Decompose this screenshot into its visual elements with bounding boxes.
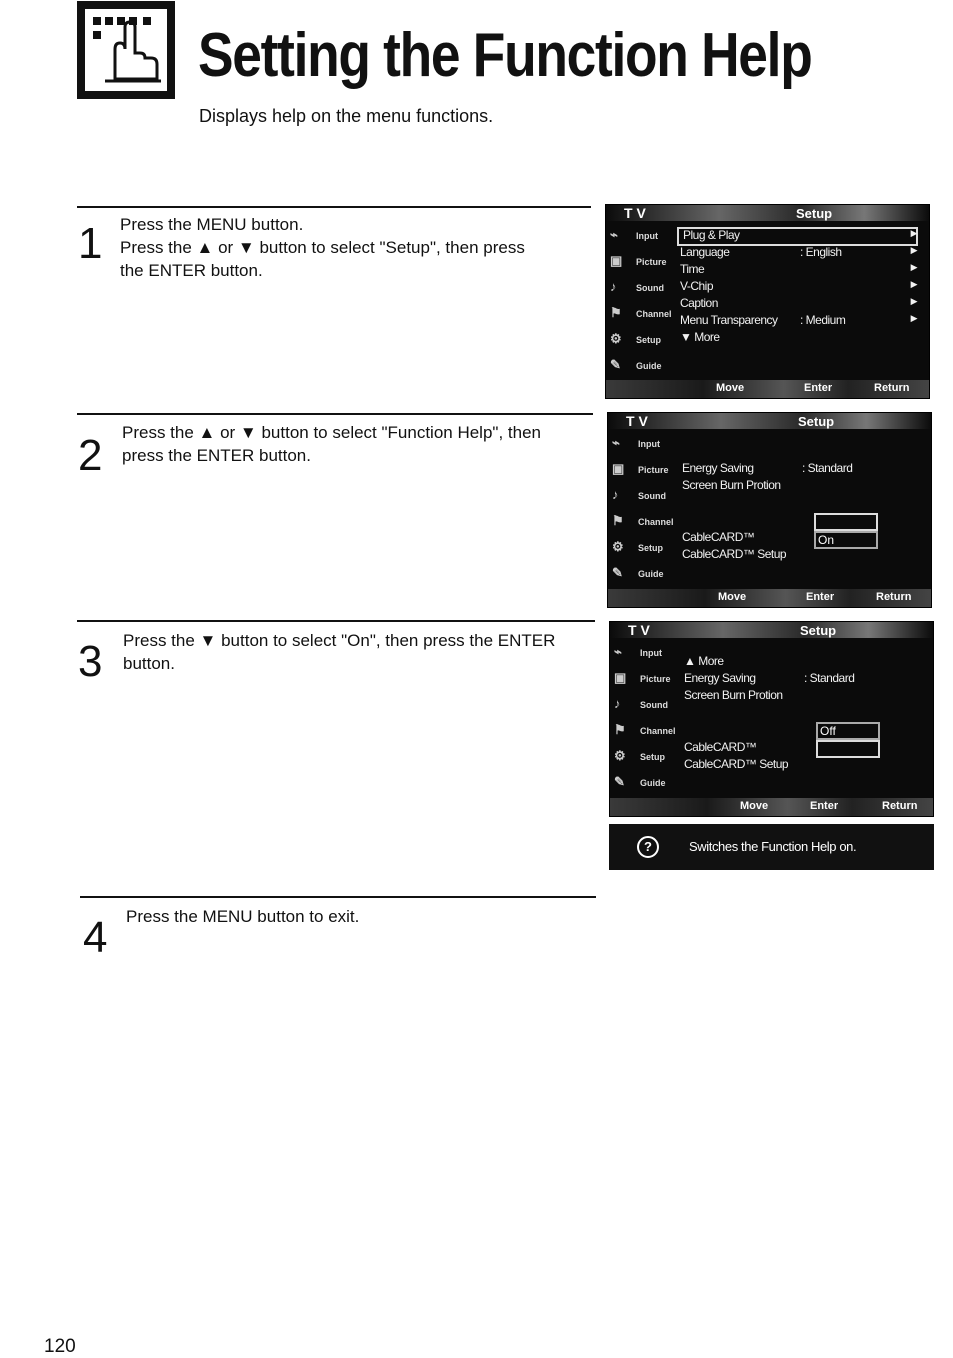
menu-item-time: Time ▶	[680, 262, 917, 276]
tv-screen-function-help-on	[609, 621, 934, 817]
picture-icon: ▣	[612, 461, 625, 476]
sidebar-item-sound: ♪ Sound	[612, 487, 666, 502]
option-box-on: On	[814, 531, 878, 549]
step-line: Press the MENU button.	[120, 215, 304, 234]
setup-menu-list	[682, 654, 921, 774]
menu-item-v-chip: V-Chip ▶	[680, 279, 917, 293]
step-divider	[77, 413, 593, 415]
step-divider	[80, 896, 596, 898]
channel-icon: ⚑	[614, 722, 626, 737]
menu-item-menu-transparency: Menu Transparency : Medium ▶	[680, 313, 917, 327]
option-box-off: Off	[816, 722, 880, 740]
setup-icon: ⚙	[614, 748, 626, 763]
sidebar-item-setup: ⚙ Setup	[612, 539, 664, 554]
setup-icon: ⚙	[610, 331, 622, 346]
menu-item-language: Language : English ▶	[680, 245, 917, 259]
function-help-logo	[77, 1, 175, 99]
tv-sidebar	[612, 642, 680, 798]
enter-hint: Enter	[810, 800, 839, 812]
setup-menu-list	[678, 228, 917, 347]
option-box-empty	[816, 740, 880, 758]
return-hint: Return	[874, 382, 910, 394]
menu-item-cablecard: CableCARD™	[682, 530, 755, 544]
sidebar-item-picture: ▣ Picture	[612, 461, 669, 476]
antenna-icon: ⌁	[612, 435, 620, 450]
step-line: button.	[123, 654, 175, 673]
sidebar-item-picture: ▣ Picture	[614, 670, 671, 685]
sidebar-item-input: ⌁ Input	[614, 644, 662, 659]
antenna-icon: ⌁	[610, 227, 618, 242]
step-number: 2	[78, 431, 103, 480]
tv-header-bar	[610, 622, 933, 638]
step-line: press the ENTER button.	[122, 446, 311, 465]
tv-sidebar	[610, 433, 678, 589]
tv-header-bar	[608, 413, 931, 429]
tv-footer-bar	[608, 589, 931, 607]
page-subtitle: Displays help on the menu functions.	[199, 106, 494, 126]
menu-title: Setup	[798, 414, 835, 429]
step-4-text	[126, 905, 596, 928]
step-line: Press the ▲ or ▼ button to select "Setup", then press	[120, 238, 525, 257]
sound-icon: ♪	[614, 696, 621, 711]
step-line: Press the ▼ button to select "On", then press the ENTER	[123, 631, 556, 650]
tv-label: T V	[624, 205, 646, 221]
help-text: Switches the Function Help on.	[689, 839, 857, 854]
antenna-icon: ⌁	[614, 644, 622, 659]
menu-title: Setup	[796, 206, 833, 221]
sidebar-item-sound: ♪ Sound	[614, 696, 668, 711]
sidebar-item-guide: ✎ Guide	[610, 357, 662, 372]
menu-item-energy-saving: Energy Saving : Standard	[684, 671, 855, 685]
menu-title: Setup	[800, 623, 837, 638]
tv-footer-bar	[610, 798, 933, 816]
step-line: the ENTER button.	[120, 261, 263, 280]
sidebar-item-channel: ⚑ Channel	[610, 305, 672, 320]
menu-item-plug-and-play: Plug & Play ▶	[678, 228, 917, 245]
step-2-text	[122, 421, 592, 467]
setup-icon: ⚙	[612, 539, 624, 554]
step-1-text	[120, 213, 590, 282]
return-hint: Return	[876, 591, 912, 603]
step-line: Press the MENU button to exit.	[126, 907, 360, 926]
tv-sidebar	[608, 225, 676, 381]
channel-icon: ⚑	[610, 305, 622, 320]
menu-item-cablecard-setup: CableCARD™ Setup	[682, 547, 787, 561]
sidebar-item-guide: ✎ Guide	[612, 565, 664, 580]
setup-menu-list	[680, 461, 919, 564]
guide-icon: ✎	[614, 774, 625, 789]
step-divider	[77, 620, 595, 622]
menu-item-function-help-placeholder	[682, 705, 921, 740]
step-line: Press the ▲ or ▼ button to select "Function Help", then	[122, 423, 541, 442]
channel-icon: ⚑	[612, 513, 624, 528]
sidebar-item-guide: ✎ Guide	[614, 774, 666, 789]
guide-icon: ✎	[610, 357, 621, 372]
sidebar-item-channel: ⚑ Channel	[614, 722, 676, 737]
page-number: 120	[44, 1336, 76, 1357]
tv-label: T V	[628, 622, 650, 638]
step-divider	[77, 206, 591, 208]
tv-footer-bar	[606, 380, 929, 398]
sidebar-item-channel: ⚑ Channel	[612, 513, 674, 528]
tv-screen-function-help	[607, 412, 932, 608]
menu-item-screen-burn-protection: Screen Burn Protion	[682, 478, 781, 492]
step-3-text	[123, 629, 593, 675]
tv-screen-setup-menu	[605, 204, 930, 399]
menu-item-function-help-placeholder	[680, 495, 919, 530]
sidebar-item-setup: ⚙ Setup	[614, 748, 666, 763]
menu-item-more-up: ▲ More	[684, 654, 724, 668]
return-hint: Return	[882, 800, 918, 812]
step-number: 1	[78, 219, 103, 268]
menu-item-screen-burn-protection: Screen Burn Protion	[684, 688, 783, 702]
picture-icon: ▣	[610, 253, 623, 268]
page-title: Setting the Function Help	[198, 21, 812, 90]
picture-icon: ▣	[614, 670, 627, 685]
enter-hint: Enter	[804, 382, 833, 394]
sound-icon: ♪	[610, 279, 617, 294]
sidebar-item-input: ⌁ Input	[612, 435, 660, 450]
guide-icon: ✎	[612, 565, 623, 580]
sound-icon: ♪	[612, 487, 619, 502]
menu-item-energy-saving: Energy Saving : Standard	[682, 461, 853, 475]
function-help-bar	[609, 824, 934, 870]
menu-item-cablecard-setup: CableCARD™ Setup	[684, 757, 789, 771]
tv-header-bar	[606, 205, 929, 221]
menu-item-caption: Caption ▶	[680, 296, 917, 310]
menu-item-cablecard: CableCARD™	[684, 740, 757, 754]
sidebar-item-setup: ⚙ Setup	[610, 331, 662, 346]
move-hint: Move	[740, 800, 769, 812]
enter-hint: Enter	[806, 591, 835, 603]
sidebar-item-picture: ▣ Picture	[610, 253, 667, 268]
menu-item-more: ▼ More	[680, 330, 720, 344]
sidebar-item-input: ⌁ Input	[610, 227, 658, 242]
question-mark-icon: ?	[637, 836, 659, 858]
step-number: 3	[78, 637, 103, 686]
hand-pointer-icon	[85, 9, 167, 91]
step-number: 4	[83, 913, 108, 962]
tv-label: T V	[626, 413, 648, 429]
option-box-empty	[814, 513, 878, 531]
sidebar-item-sound: ♪ Sound	[610, 279, 664, 294]
move-hint: Move	[718, 591, 747, 603]
move-hint: Move	[716, 382, 745, 394]
